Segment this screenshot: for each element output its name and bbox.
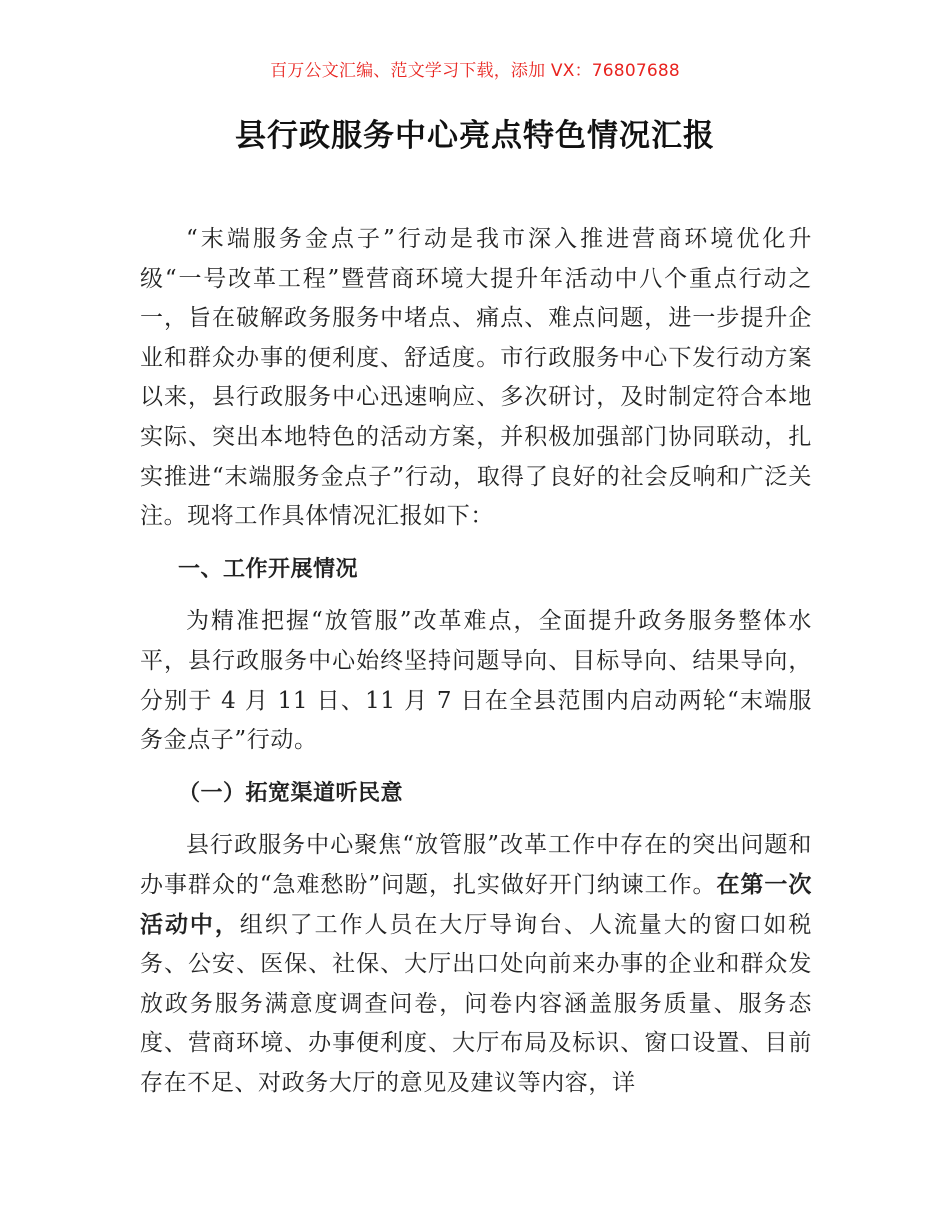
subsection-heading-listen-to-public: （一）拓宽渠道听民意 [178,780,404,806]
subsection1-paragraph [140,826,812,1103]
intro-paragraph: “末端服务金点子”行动是我市深入推进营商环境优化升级“一号改革工程”暨营商环境大提升年活动中八个重点行动之一，旨在破解政务服务中堵点、痛点、难点问题，进一步提升企业和群众办事的便利度、舒适度。市行政服务中心下发行动方案以来，县行政服务中心迅速响应、多次研讨，及时制定符合本地实际、突出本地特色的活动方案，并积极加强部门协同联动，扎实推进“末端服务金点子”行动，取得了良好的社会反响和广泛关注。现将工作具体情况汇报如下： [140,226,812,530]
section-heading-work-progress: 一、工作开展情况 [178,556,359,582]
section1-paragraph: 为精准把握“放管服”改革难点，全面提升政务服务整体水平，县行政服务中心始终坚持问题导向、目标导向、结果导向，分别于 4 月 11 日、11 月 7 日在全县范围内启动两轮“末端服务金点子”行动。 [140,608,812,754]
document-body [140,220,812,1103]
watermark-header: 百万公文汇编、范文学习下载，添加 VX：76807688 [270,61,680,81]
paragraph-text-part1: 县行政服务中心聚焦“放管服”改革工作中存在的突出问题和办事群众的“急难愁盼”问题，扎实做好开门纳谏工作。 [140,832,812,898]
paragraph-text-part2: 组织了工作人员在大厅导询台、人流量大的窗口如税务、公安、医保、社保、大厅出口处向前来办事的企业和群众发放政务服务满意度调查问卷，问卷内容涵盖服务质量、服务态度、营商环境、办事便利度、大厅布局及标识、窗口设置、目前存在不足、对政务大厅的意见及建议等内容，详 [140,911,812,1096]
bold-lead-first-activity: 在第一次活动中， [140,871,812,938]
document-title: 县行政服务中心亮点特色情况汇报 [235,118,715,154]
